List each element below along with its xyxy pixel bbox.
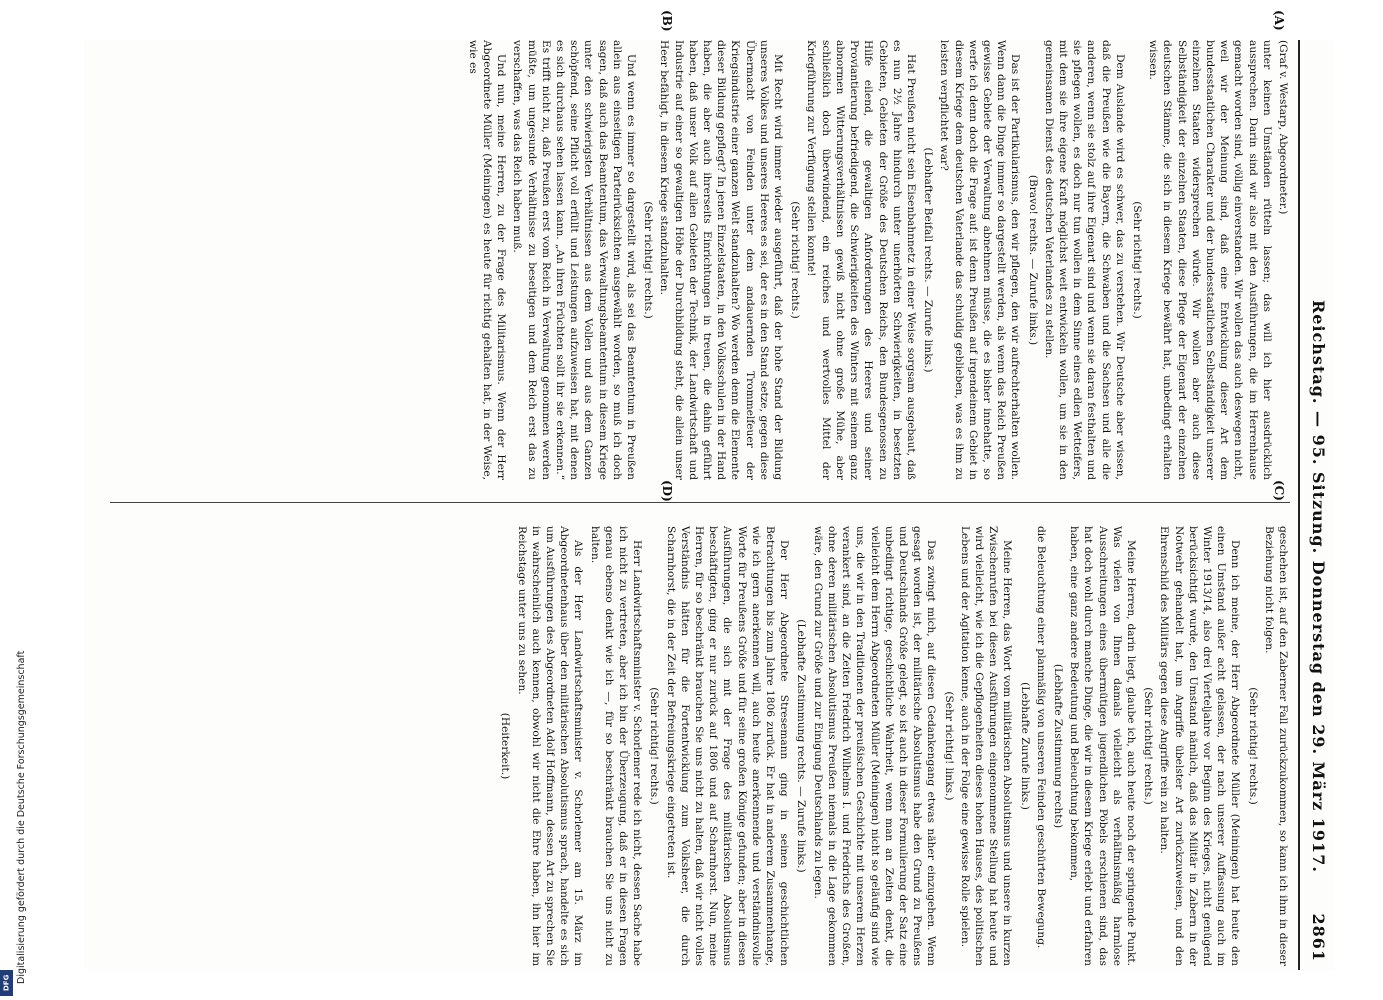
paragraph: Und wenn es immer so dargestellt wird, als sei das Beamtentum in Preußen allein aus einseitigen Parteirücksichten ausgewählt worden, so muß ich doch sagen, daß auch das Beamtentum, das Verwaltungsbeamtentum in diesem Kriege unter den schwierigsten Verhältnissen aus dem Vollen und aus dem Ganzen schöpfend, seine Pflicht voll erfüllt und Leistungen aufzuweisen hat, mit denen es sich durchaus sehen lassen kann. „An ihren Früchten sollt ihr sie erkennen.“ Es trifft nicht zu, daß Preußen erst vom Reich in Verwaltung genommen werden müßte, um ungesunde Verhältnisse zu beseitigen und dem Reich erst das zu verschaffen, was das Reich haben muß. [511,40,638,480]
paragraph: Das zwingt mich, auf diesen Gedankengang etwas näher einzugehen. Wenn gesagt worden ist, der militärische Absolutismus habe den Grund zu Preußens und Deutschlands Größe gelegt, so ist auch in dieser Formulierung der Satz eine unbedingt richtige, geschichtliche Wahrheit, wenn man an Zeiten denkt, die vielleicht dem Herrn Abgeordneten Müller (Meiningen) nicht so geläufig sind wie uns, die wir in den Traditionen der preußischen Geschichte mit unserem Herzen verankert sind, an die Zeiten Friedrich Wilhelms I. und Friedrichs des Großen, ohne deren militärischen Absolutismus Preußen niemals in die Lage gekommen wäre, den Grund zur Größe und zur Einigung Deutschlands zu legen. [811,526,938,966]
right-column [100,526,1290,966]
margin-marker-a: (A) [1272,10,1286,31]
paragraph: Denn ich meine, der Herr Abgeordnete Müller (Meiningen) hat heute den einen Umstand außer acht gelassen, der nach unserer Auffassung auch im Winter 1913/14, also drei Vierteljahre vor Beginn des Krieges, nicht genügend berücksichtigt wurde, den Umstand nämlich, daß das Militär in Zabern in der Notwehr gehandelt hat, um Angriffe übelster Art zurückzuweisen, und den Ehrenschild des Militärs gegen diese Angriffe rein zu halten. [1158,526,1242,966]
interjection: (Heiterkeit.) [499,712,512,780]
interjection: (Sehr richtig! rechts.) [1130,201,1143,319]
interjection: (Sehr richtig! rechts.) [1142,687,1155,805]
margin-marker-c: (C) [1272,480,1286,501]
interjection: (Lebhafte Zurufe links.) [1018,682,1031,810]
interjection: (Lebhafte Zustimmung rechts. — Zurufe links.) [795,619,808,873]
paragraph: Meine Herren, darin liegt, glaube ich, auch heute noch der springende Punkt. Was vielen von Ihnen damals vielleicht als verhältnismäßig harmlose Ausschreitungen eines übermütigen jugendlichen Pöbels erschienen sind, das hat doch wohl durch manche Dinge, die wir in diesem Kriege erlebt und erfahren haben, eine ganz andere Bedeutung und Beleuchtung bekommen, [1068,526,1137,966]
paragraph: die Beleuchtung einer planmäßig von unseren Feinden geschürten Bewegung. [1034,526,1047,949]
interjection: (Sehr richtig! links.) [942,691,955,801]
paragraph: Dem Auslande wird es schwer, das zu verstehen. Wir Deutsche aber wissen, daß die Preußen wie die Bayern, die Schwaben und die Sachsen und alle die anderen, wenn sie stolz auf ihre Eigenart sind und wenn sie daran festhalten und sie pflegen wollen, es doch nur tun wollen in dem Sinne eines edlen Wetteifers, mit dem sie ihre eigene Kraft möglichst weit entwickeln wollen, um sie in den gemeinsamen Dienst des deutschen Vaterlandes zu stellen. [1042,40,1126,480]
interjection: (Lebhafter Beifall rechts. — Zurufe links.) [922,147,935,373]
paragraph: Als der Herr Landwirtschaftsminister v. Schorlemer am 15. März im Abgeordnetenhaus über den militärischen Absolutismus sprach, handelte es sich um Ausführungen des Abgeordneten Adolf Hoffmann, dessen Art zu sprechen Sie in wahrscheinlich auch kennen, obwohl wir nicht die Ehre haben, ihn hier im Reichstage unter uns zu sehen. [515,526,585,966]
interjection: (Sehr richtig! rechts.) [648,687,661,805]
interjection: (Sehr richtig! rechts.) [642,201,655,319]
paragraph: (Graf v. Westarp, Abgeordneter.) [1277,40,1289,215]
left-column [100,40,1290,480]
paragraph: Der Herr Abgeordnete Stresemann ging in seinen geschichtlichen Betrachtungen bis zum Jahre 1806 zurück. Er hat in anderem Zusammenhange, wie ich gern anerkennen will, auch heute anerkennende und verständnisvolle Worte für Preußens Größe und für seine großen Könige gefunden; aber in diesen Ausführungen, die sich mit der Frage des militärischen Absolutismus beschäftigten, ging er nur zurück auf 1806 und auf Scharnhorst. Nun, meine Herren, für so beschränkt brauchen Sie uns nicht zu halten, daß wir nicht volles Verständnis hätten für die Fortentwicklung zum Volksheer, die durch Scharnhorst, die in der Zeit der Befreiungskriege eingetreten ist. [664,526,791,966]
paragraph: Das ist der Partikularismus, den wir pflegen, den wir aufrechterhalten wollen. Wenn dann die Dinge immer so dargestellt werden, als wenn das Reich Preußen gewisse Gebiete der Verwaltung abnehmen müsse, die es bisher innehatte, so werfe ich denn doch die Frage auf: ist denn Preußen auf irgendeinem Gebiet in diesem Kriege dem deutschen Vaterlande das schuldig geblieben, was es ihm zu leisten verpflichtet war? [938,40,1022,480]
rotated-document-page [84,10,1334,970]
paragraph: unter keinen Umständen rütteln lassen; das will ich hier ausdrücklich aussprechen. Darin sind wir also mit den Ausführungen, die im Herrenhause gemacht worden sind, völlig einverstanden. Wir wollen das auch deswegen nicht, weil wir der Meinung sind, daß eine Entwicklung dieser Art dem bundesstaatlichen Charakter und der bundesstaatlichen Selbständigkeit unserer einzelnen Staaten widersprechen würde. Wir wollen aber auch diese Selbständigkeit der einzelnen Staaten, diese Pflege der Eigenart der einzelnen deutschen Stämme, die sich in diesem Kriege bewährt hat, unbedingt erhalten wissen. [1147,40,1273,480]
paragraph: Und nun, meine Herren, zu der Frage des Militarismus. Wenn der Herr Abgeordnete Müller (Meiningen) es heute für richtig gehalten hat, in der Weise, wie es [466,40,508,480]
page-header [1300,40,1334,970]
interjection: (Sehr richtig! rechts.) [789,201,802,319]
margin-marker-d: (D) [660,480,674,502]
paragraph: Herr Landwirtschaftsminister v. Schorlemer rede ich nicht, dessen Sache habe ich nicht zu vertreten, aber ich bin der Überzeugung, daß er in diesen Fragen genau ebenso denkt wie ich —, für so beschränkt brauchen Sie uns nicht zu halten. [588,526,644,966]
margin-marker-b: (B) [660,10,674,32]
header-rule [1298,40,1300,970]
dfg-logo: DFG [0,970,13,996]
interjection: (Bravo! rechts. — Zurufe links.) [1026,174,1039,346]
interjection: (Sehr richtig! rechts.) [1246,687,1259,805]
interjection: (Lebhafte Zustimmung rechts) [1051,663,1064,829]
digitization-credit: Digitalisierung gefördert durch die Deutsche Forschungsgemeinschaft [16,650,27,984]
column-divider [110,502,1290,503]
paragraph: Hat Preußen nicht sein Eisenbahnnetz in einer Weise sorgsam ausgebaut, daß es nun 2½ Jahre hindurch unter unerhörten Schwierigkeiten, in besetzten Gebieten, Gebieten der Größe des Deutschen Reichs, den Bundesgenossen zu Hilfe eilend, die gewaltigen Anforderungen des Heeres und seiner Proviantierung befriedigend, die Schwierigkeiten des Winters mit seinem ganz abnormen Witterungsverhältnissen gewiß nicht ohne große Mühe, aber schließlich doch überwindend, ein reiches und wertvolles Mittel der Kriegführung zur Verfügung stellen konnte! [805,40,917,480]
page-number: 2861 [1309,913,1328,962]
paragraph: Meine Herren, das Wort vom militärischen Absolutismus und unsere in kurzen Zwischenrufen bei diesen Ausführungen eingenommene Stellung hat heute und wird vielleicht, wie ich die Gepflogenheiten dieses hohen Hauses, des politischen Lebens und der Agitation kenne, auch in der Folge eine gewisse Rolle spielen. [958,526,1014,966]
paragraph: geschehen ist, auf den Zaberner Fall zurückzukommen, so kann ich ihm in dieser Beziehung nicht folgen. [1262,526,1289,966]
running-head: Reichstag. — 95. Sitzung. Donnerstag den 29. März 1917. [1309,300,1328,873]
paragraph: Mit Recht wird immer wieder ausgeführt, daß der hohe Stand der Bildung unseres Volkes und unseres Heeres es sei, der es in den Stand setze, gegen diese Übermacht von Feinden unter dem andauernden Trommelfeuer der Kriegsindustrie einer ganzen Welt standzuhalten? Wo werden denn die Elemente dieser Bildung gepflegt? In jenen Einzelstaaten, in den Volksschulen in der Hand haben, die aber auch ihrerseits Einrichtungen in treuen, die dahin geführt haben, daß unser Volk auf allen Gebieten der Technik, der Landwirtschaft und Industrie auf einer so gewaltigen Höhe der Durchbildung steht, die allein unser Heer befähigt, in diesem Kriege standzuhalten. [658,40,785,480]
